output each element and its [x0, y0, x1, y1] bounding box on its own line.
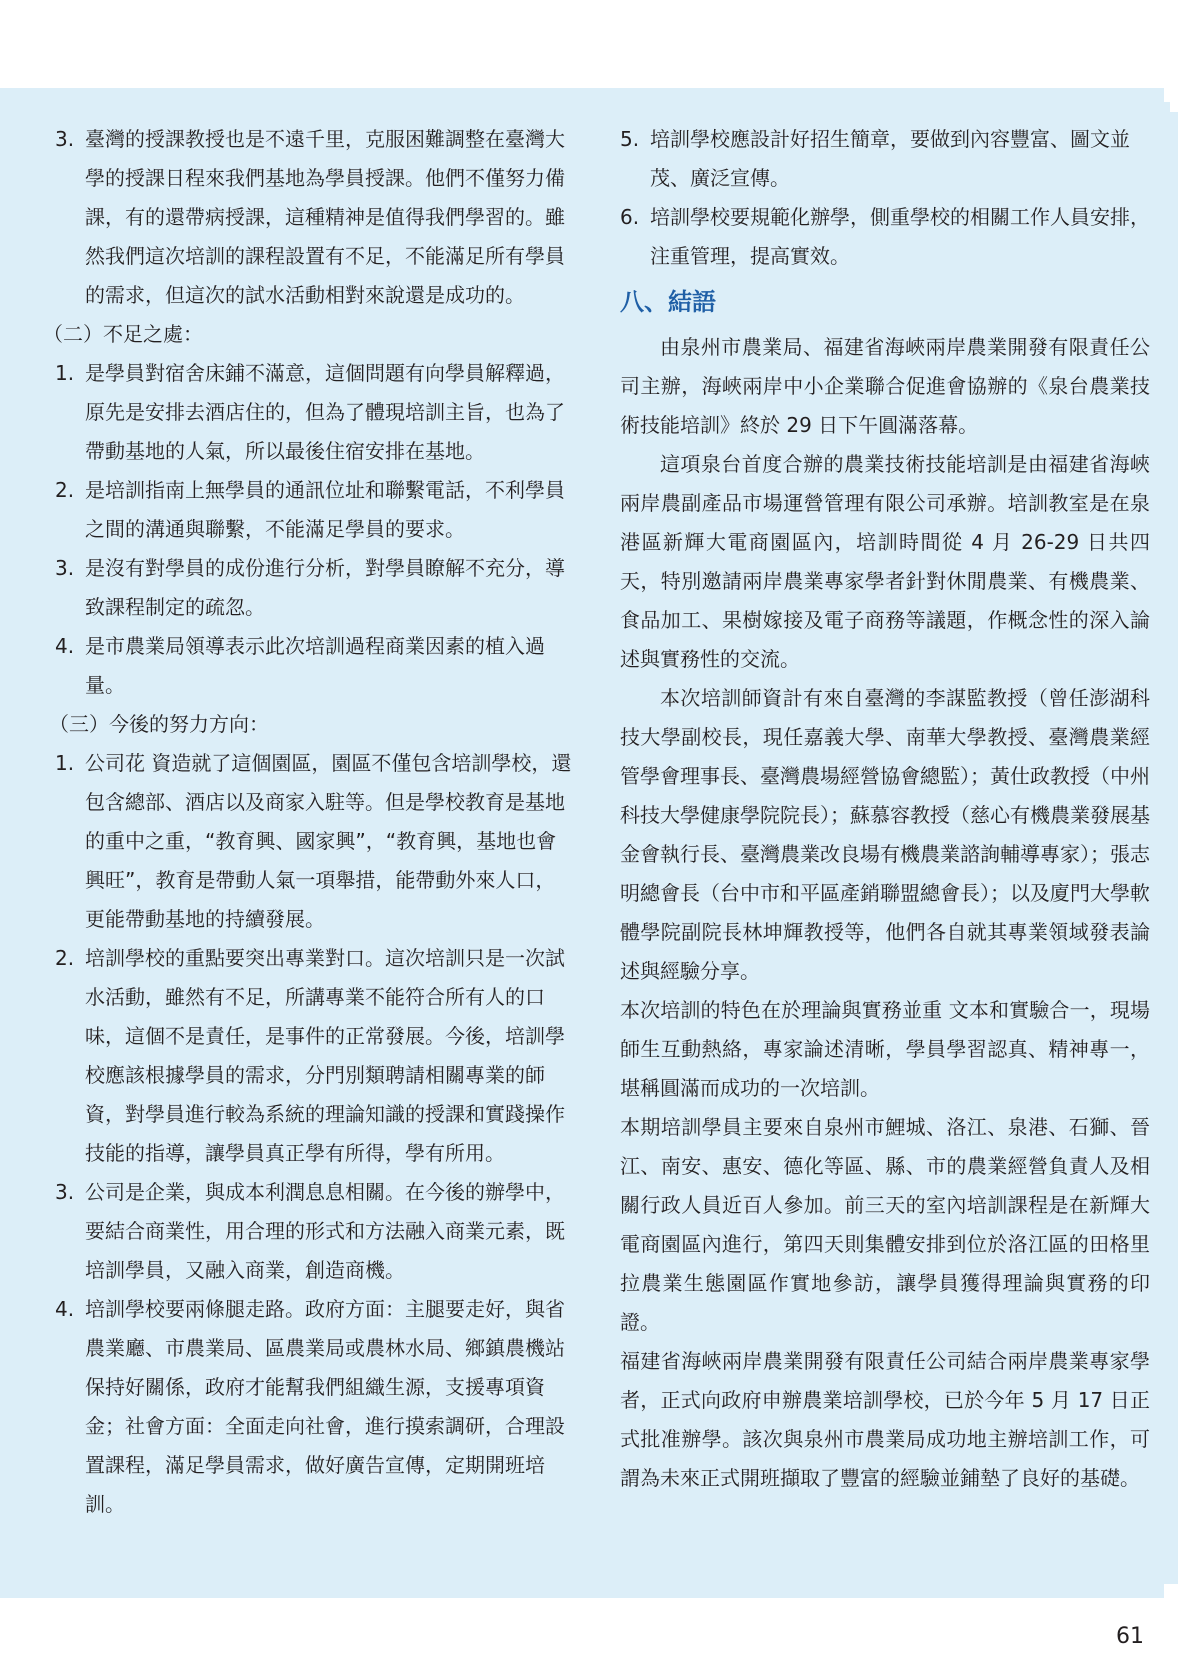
- list-number: 5.: [620, 127, 640, 151]
- list-text: 培訓學校的重點要突出專業對口。這次培訓只是一次試水活動，雖然有不足，所講專業不能符合所有人的口味，這個不是責任，是事件的正常發展。今後，培訓學校應該根據學員的需求，分門別類聘請相關專業的師資，對學員進行較為系統的理論知識的授課和實踐操作技能的指導，讓學員真正學有所得，學有所用。: [85, 946, 565, 1165]
- list-text: 培訓學校應設計好招生簡章，要做到內容豐富、圖文並茂、廣泛宣傳。: [650, 127, 1130, 190]
- list-number: 1.: [55, 751, 75, 775]
- list-item: [55, 471, 575, 549]
- corner-decoration: [1164, 88, 1178, 102]
- list-number: 2.: [55, 478, 75, 502]
- right-column: [620, 120, 1150, 1498]
- list-text: 公司是企業，與成本利潤息息相關。在今後的辦學中，要結合商業性，用合理的形式和方法融入商業元素，既培訓學員，又融入商業，創造商機。: [85, 1180, 565, 1282]
- list-item: [55, 120, 575, 315]
- paragraph: 本期培訓學員主要來自泉州市鯉城、洛江、泉港、石獅、晉江、南安、惠安、德化等區、縣、市的農業經營負責人及相關行政人員近百人參加。前三天的室內培訓課程是在新輝大電商園區內進行，第四天則集體安排到位於洛江區的田格里拉農業生態園區作實地參訪，讓學員獲得理論與實務的印證。: [620, 1115, 1150, 1334]
- list-item: [55, 627, 575, 705]
- paragraph: 福建省海峽兩岸農業開發有限責任公司結合兩岸農業專家學者，正式向政府申辦農業培訓學校，已於今年 5 月 17 日正式批准辦學。該次與泉州市農業局成功地主辦培訓工作，可謂為未來正式開班擷取了豐富的經驗並鋪墊了良好的基礎。: [620, 1349, 1150, 1490]
- list-text: 公司花 資造就了這個園區，園區不僅包含培訓學校，還包含總部、酒店以及商家入駐等。但是學校教育是基地的重中之重，“教育興、國家興”，“教育興，基地也會興旺”，教育是帶動人氣一項舉措，能帶動外來人口，更能帶動基地的持續發展。: [85, 751, 572, 931]
- page-number: 61: [1116, 1624, 1144, 1649]
- paragraph: 由泉州市農業局、福建省海峽兩岸農業開發有限責任公司主辦，海峽兩岸中小企業聯合促進會協辦的《泉台農業技術技能培訓》終於 29 日下午圓滿落幕。: [620, 335, 1150, 437]
- paragraph: 本次培訓師資計有來自臺灣的李謀監教授（曾任澎湖科技大學副校長，現任嘉義大學、南華大學教授、臺灣農業經管學會理事長、臺灣農場經營協會總監）；黃仕政教授（中州科技大學健康學院院長）；蘇慕容教授（慈心有機農業發展基金會執行長、臺灣農業改良場有機農業諮詢輔導專家）；張志明總會長（台中市和平區產銷聯盟總會長）；以及廈門大學軟體學院副院長林坤輝教授等，他們各自就其專業領域發表論述與經驗分享。: [620, 686, 1150, 983]
- list-item: [620, 120, 1150, 198]
- corner-decoration: [1164, 1584, 1178, 1598]
- list-item: [55, 1173, 575, 1290]
- list-number: 4.: [55, 634, 75, 658]
- paragraph: 這項泉台首度合辦的農業技術技能培訓是由福建省海峽兩岸農副產品市場運營管理有限公司承辦。培訓教室是在泉港區新輝大電商園區內，培訓時間從 4 月 26-29 日共四天，特別邀請兩岸農業專家學者針對休閒農業、有機農業、食品加工、果樹嫁接及電子商務等議題，作概念性的深入論述與實務性的交流。: [620, 452, 1150, 671]
- list-item: [55, 354, 575, 471]
- list-text: 是沒有對學員的成份進行分析，對學員瞭解不充分，導致課程制定的疏忽。: [85, 556, 565, 619]
- list-number: 6.: [620, 205, 640, 229]
- list-text: 培訓學校要兩條腿走路。政府方面：主腿要走好，與省農業廳、市農業局、區農業局或農林水局、鄉鎮農機站保持好關係，政府才能幫我們組織生源，支援專項資金；社會方面：全面走向社會，進行摸索調研，合理設置課程，滿足學員需求，做好廣告宣傳，定期開班培訓。: [85, 1297, 565, 1516]
- list-item: [55, 1290, 575, 1524]
- left-column: [43, 120, 575, 1524]
- list-number: 3.: [55, 1180, 75, 1204]
- list-item: [55, 939, 575, 1173]
- list-number: 4.: [55, 1297, 75, 1321]
- list-text: 是市農業局領導表示此次培訓過程商業因素的植入過量。: [85, 634, 545, 697]
- list-text: 是學員對宿舍床鋪不滿意，這個問題有向學員解釋過，原先是安排去酒店住的，但為了體現培訓主旨，也為了帶動基地的人氣，所以最後住宿安排在基地。: [85, 361, 565, 463]
- list-number: 3.: [55, 556, 75, 580]
- list-number: 3.: [55, 127, 75, 151]
- corner-decoration: [1170, 102, 1178, 112]
- section-heading: 八、結語: [620, 288, 716, 316]
- list-item: [55, 744, 575, 939]
- list-item: [620, 198, 1150, 276]
- list-item: [55, 549, 575, 627]
- list-number: 2.: [55, 946, 75, 970]
- list-number: 1.: [55, 361, 75, 385]
- section-subheading: （二）不足之處：: [43, 322, 203, 346]
- list-text: 臺灣的授課教授也是不遠千里，克服困難調整在臺灣大學的授課日程來我們基地為學員授課。他們不僅努力備課，有的還帶病授課，這種精神是值得我們學習的。雖然我們這次培訓的課程設置有不足，不能滿足所有學員的需求，但這次的試水活動相對來說還是成功的。: [85, 127, 565, 307]
- section-subheading: （三）今後的努力方向：: [49, 712, 269, 736]
- paragraph: 本次培訓的特色在於理論與實務並重 文本和實驗合一，現場師生互動熱絡，專家論述清晰，學員學習認真、精神專一，堪稱圓滿而成功的一次培訓。: [620, 998, 1150, 1100]
- list-text: 是培訓指南上無學員的通訊位址和聯繫電話，不利學員之間的溝通與聯繫，不能滿足學員的要求。: [85, 478, 565, 541]
- list-text: 培訓學校要規範化辦學，側重學校的相關工作人員安排，注重管理，提高實效。: [650, 205, 1150, 268]
